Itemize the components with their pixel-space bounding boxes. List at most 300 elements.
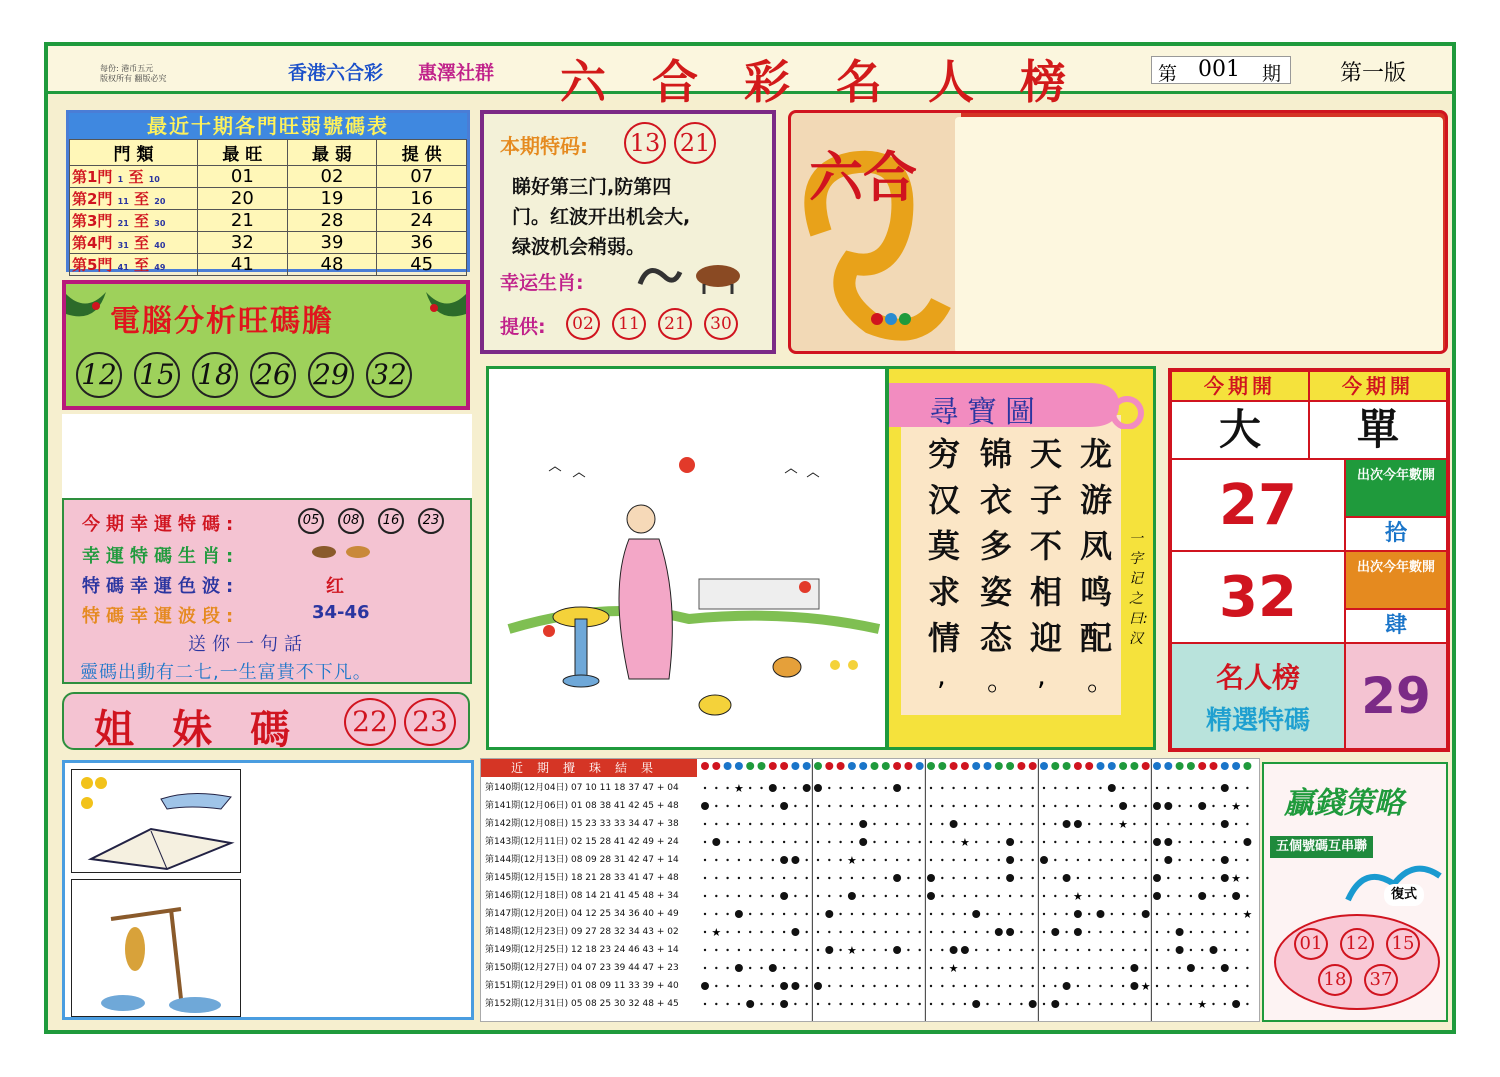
grid-dot bbox=[1077, 985, 1079, 987]
number-color-dot bbox=[1017, 762, 1025, 770]
number-color-dot bbox=[769, 762, 777, 770]
grid-dot bbox=[1145, 877, 1147, 879]
logo-banner bbox=[788, 110, 1448, 354]
grid-dot bbox=[896, 841, 898, 843]
drawn-dot bbox=[848, 892, 856, 900]
grid-dot bbox=[862, 787, 864, 789]
open2-label: 今期開 bbox=[1309, 371, 1447, 401]
number-color-dot bbox=[1153, 762, 1161, 770]
grid-dot bbox=[760, 805, 762, 807]
grid-dot bbox=[964, 1003, 966, 1005]
drawn-dot bbox=[893, 874, 901, 882]
grid-dot bbox=[1224, 895, 1226, 897]
special-star: ★ bbox=[1072, 890, 1083, 903]
monkey-illustration bbox=[71, 879, 241, 1017]
draw-row-label: 第149期(12月25日) 12 18 23 24 46 43 + 14 bbox=[485, 945, 679, 955]
offer-ball: 11 bbox=[612, 308, 646, 340]
grid-dot bbox=[975, 859, 977, 861]
drawn-dot bbox=[1074, 928, 1082, 936]
drawn-dot bbox=[1153, 892, 1161, 900]
grid-dot bbox=[760, 895, 762, 897]
grid-dot bbox=[1224, 913, 1226, 915]
grid-dot bbox=[851, 1003, 853, 1005]
grid-dot bbox=[930, 931, 932, 933]
grid-dot bbox=[738, 949, 740, 951]
cold-cell: 19 bbox=[287, 188, 377, 210]
computer-title: 電腦分析旺碼膽 bbox=[110, 304, 334, 339]
grid-dot bbox=[952, 787, 954, 789]
grid-dot bbox=[941, 859, 943, 861]
grid-dot bbox=[1020, 859, 1022, 861]
grid-dot bbox=[952, 1003, 954, 1005]
lucky-ball: 08 bbox=[338, 508, 364, 534]
grid-dot bbox=[1054, 805, 1056, 807]
drawn-dot bbox=[825, 910, 833, 918]
grid-dot bbox=[1065, 967, 1067, 969]
grid-dot bbox=[851, 841, 853, 843]
grid-dot bbox=[772, 1003, 774, 1005]
draw-row-label: 第142期(12月08日) 15 23 33 33 34 47 + 38 bbox=[485, 819, 679, 829]
grid-dot bbox=[1178, 823, 1180, 825]
special-code-box bbox=[480, 110, 776, 354]
grid-dot bbox=[1122, 877, 1124, 879]
grid-dot bbox=[749, 985, 751, 987]
hot-cell: 21 bbox=[198, 210, 288, 232]
issue-box bbox=[1151, 56, 1291, 84]
grid-dot bbox=[1190, 913, 1192, 915]
grid-dot bbox=[919, 787, 921, 789]
drawn-dot bbox=[701, 982, 709, 990]
grid-dot bbox=[919, 859, 921, 861]
ten-issue-table bbox=[66, 110, 470, 275]
special-star: ★ bbox=[846, 944, 857, 957]
grid-dot bbox=[726, 985, 728, 987]
grid-dot bbox=[930, 1003, 932, 1005]
gate-cell bbox=[70, 254, 198, 276]
grid-dot bbox=[828, 787, 830, 789]
grid-dot bbox=[964, 931, 966, 933]
grid-dot bbox=[952, 895, 954, 897]
draw-row-label: 第143期(12月11日) 02 15 28 41 42 49 + 24 bbox=[485, 837, 679, 847]
number-color-dot bbox=[746, 762, 754, 770]
grid-dot bbox=[760, 1003, 762, 1005]
num2-note: 出次今年數開 bbox=[1345, 551, 1447, 609]
grid-dot bbox=[1099, 823, 1101, 825]
special-star: ★ bbox=[959, 836, 970, 849]
gate-to: 20 bbox=[154, 197, 166, 206]
grid-dot bbox=[1077, 787, 1079, 789]
grid-dot bbox=[806, 805, 808, 807]
grid-dot bbox=[1224, 985, 1226, 987]
grid-dot bbox=[1122, 931, 1124, 933]
to-word: 至 bbox=[134, 256, 150, 274]
drawn-dot bbox=[972, 1000, 980, 1008]
drawn-dot bbox=[950, 946, 958, 954]
grid-dot bbox=[885, 913, 887, 915]
drawn-dot bbox=[1153, 838, 1161, 846]
grid-dot bbox=[1122, 1003, 1124, 1005]
grid-dot bbox=[896, 913, 898, 915]
grid-dot bbox=[1020, 967, 1022, 969]
grid-dot bbox=[907, 877, 909, 879]
grid-dot bbox=[885, 805, 887, 807]
grid-dot bbox=[1099, 949, 1101, 951]
number-color-dot bbox=[916, 762, 924, 770]
grid-dot bbox=[772, 805, 774, 807]
grid-dot bbox=[715, 877, 717, 879]
grid-dot bbox=[907, 967, 909, 969]
grid-dot bbox=[839, 841, 841, 843]
grid-dot bbox=[1190, 931, 1192, 933]
number-color-dot bbox=[1164, 762, 1172, 770]
grid-dot bbox=[726, 859, 728, 861]
grid-dot bbox=[1145, 841, 1147, 843]
grid-dot bbox=[806, 985, 808, 987]
drawn-dot bbox=[701, 802, 709, 810]
grid-dot bbox=[941, 1003, 943, 1005]
grid-dot bbox=[1032, 805, 1034, 807]
grid-dot bbox=[1122, 859, 1124, 861]
grid-dot bbox=[794, 913, 796, 915]
lucky-ball: 23 bbox=[418, 508, 444, 534]
issue-number: 001 bbox=[1198, 57, 1240, 82]
number-color-dot bbox=[1029, 762, 1037, 770]
grid-dot bbox=[783, 949, 785, 951]
hot-cell: 01 bbox=[198, 166, 288, 188]
grid-dot bbox=[1032, 913, 1034, 915]
grid-dot bbox=[964, 859, 966, 861]
gate-from: 1 bbox=[117, 175, 124, 184]
grid-dot bbox=[1133, 895, 1135, 897]
grid-dot bbox=[1201, 913, 1203, 915]
grid-dot bbox=[896, 931, 898, 933]
sister-title-text: 姐妹碼 bbox=[94, 706, 328, 753]
grid-dot bbox=[1145, 787, 1147, 789]
grid-dot bbox=[919, 823, 921, 825]
grid-dot bbox=[749, 913, 751, 915]
grid-dot bbox=[1190, 805, 1192, 807]
number-color-dot bbox=[758, 762, 766, 770]
grid-dot bbox=[907, 859, 909, 861]
hot-number-2: 32 bbox=[1171, 551, 1345, 643]
grid-dot bbox=[794, 967, 796, 969]
drawn-dot bbox=[780, 1000, 788, 1008]
number-color-dot bbox=[712, 762, 720, 770]
grid-dot bbox=[1133, 949, 1135, 951]
grid-dot bbox=[964, 967, 966, 969]
grid-dot bbox=[1032, 895, 1034, 897]
number-color-dot bbox=[1063, 762, 1071, 770]
grid-dot bbox=[1088, 913, 1090, 915]
grid-dot bbox=[1088, 859, 1090, 861]
drawn-dot bbox=[1198, 892, 1206, 900]
grid-dot bbox=[873, 931, 875, 933]
hk-label: 香港六合彩 bbox=[288, 62, 384, 84]
offer-cell: 45 bbox=[377, 254, 467, 276]
grid-dot bbox=[738, 805, 740, 807]
grid-dot bbox=[1212, 931, 1214, 933]
drawn-dot bbox=[1006, 928, 1014, 936]
grid-dot bbox=[1111, 895, 1113, 897]
grid-dot bbox=[885, 841, 887, 843]
drawn-dot bbox=[780, 892, 788, 900]
verse-punct: , bbox=[937, 659, 946, 692]
grid-dot bbox=[1212, 859, 1214, 861]
grid-dot bbox=[964, 895, 966, 897]
grid-dot bbox=[839, 877, 841, 879]
number-color-dot bbox=[1074, 762, 1082, 770]
grid-dot bbox=[1190, 1003, 1192, 1005]
grid-dot bbox=[862, 985, 864, 987]
treasure-map-box bbox=[886, 366, 1156, 750]
grid-dot bbox=[817, 841, 819, 843]
grid-dot bbox=[749, 805, 751, 807]
zodiac-label: 幸运生肖: bbox=[500, 272, 584, 294]
grid-dot bbox=[1077, 967, 1079, 969]
drawn-dot bbox=[1097, 910, 1105, 918]
grid-dot bbox=[1201, 859, 1203, 861]
grid-dot bbox=[828, 967, 830, 969]
table-header-row bbox=[70, 140, 467, 166]
edition-label: 第一版 bbox=[1340, 61, 1407, 86]
drawn-dot bbox=[972, 910, 980, 918]
scholar-illustration bbox=[489, 369, 885, 747]
grid-dot bbox=[1133, 1003, 1135, 1005]
grid-dot bbox=[1043, 805, 1045, 807]
grid-dot bbox=[1178, 913, 1180, 915]
grid-dot bbox=[1009, 1003, 1011, 1005]
grid-dot bbox=[806, 949, 808, 951]
grid-dot bbox=[1032, 787, 1034, 789]
grid-dot bbox=[873, 787, 875, 789]
famous-title: 名人榜 bbox=[1215, 661, 1300, 694]
draw-row-label: 第141期(12月06日) 01 08 38 41 42 45 + 48 bbox=[485, 801, 679, 811]
grid-dot bbox=[715, 985, 717, 987]
number-ball: 12 bbox=[76, 352, 122, 398]
grid-dot bbox=[1167, 949, 1169, 951]
computer-analysis-box bbox=[62, 280, 470, 410]
grid-dot bbox=[919, 841, 921, 843]
grid-dot bbox=[1133, 913, 1135, 915]
grid-dot bbox=[726, 1003, 728, 1005]
grid-dot bbox=[794, 877, 796, 879]
grid-dot bbox=[704, 895, 706, 897]
grid-dot bbox=[998, 859, 1000, 861]
grid-dot bbox=[817, 805, 819, 807]
page-frame bbox=[44, 42, 1456, 1034]
grid-dot bbox=[783, 823, 785, 825]
grid-dot bbox=[851, 877, 853, 879]
grid-dot bbox=[1122, 985, 1124, 987]
grid-dot bbox=[1077, 1003, 1079, 1005]
header bbox=[48, 46, 1452, 109]
strategy-ball: 12 bbox=[1340, 928, 1374, 960]
grid-dot bbox=[1077, 877, 1079, 879]
open2-value: 單 bbox=[1309, 401, 1447, 459]
grid-dot bbox=[907, 823, 909, 825]
grid-dot bbox=[998, 841, 1000, 843]
grid-dot bbox=[783, 787, 785, 789]
grid-dot bbox=[998, 877, 1000, 879]
draw-results-header: 近期攪珠結果 bbox=[481, 759, 697, 777]
grid-dot bbox=[1167, 823, 1169, 825]
grid-dot bbox=[896, 823, 898, 825]
grid-dot bbox=[1009, 967, 1011, 969]
grid-dot bbox=[941, 913, 943, 915]
blank-space bbox=[62, 414, 472, 498]
grid-dot bbox=[941, 823, 943, 825]
grid-dot bbox=[1088, 931, 1090, 933]
offer-label: 提供: bbox=[500, 316, 546, 338]
grid-dot bbox=[998, 805, 1000, 807]
grid-dot bbox=[885, 895, 887, 897]
grid-dot bbox=[1122, 967, 1124, 969]
grid-dot bbox=[986, 877, 988, 879]
grid-dot bbox=[1246, 787, 1248, 789]
grid-dot bbox=[749, 859, 751, 861]
grid-dot bbox=[1043, 823, 1045, 825]
drawn-dot bbox=[769, 784, 777, 792]
draw-row-label: 第152期(12月31日) 05 08 25 30 32 48 + 45 bbox=[485, 999, 679, 1009]
grid-dot bbox=[998, 949, 1000, 951]
grid-dot bbox=[941, 949, 943, 951]
grid-dot bbox=[1077, 805, 1079, 807]
famous-box bbox=[1171, 643, 1345, 749]
number-color-dot bbox=[825, 762, 833, 770]
grid-dot bbox=[862, 805, 864, 807]
grid-dot bbox=[828, 841, 830, 843]
hot-cell: 41 bbox=[198, 254, 288, 276]
number-color-dot bbox=[1198, 762, 1206, 770]
drawn-dot bbox=[927, 874, 935, 882]
grid-dot bbox=[873, 985, 875, 987]
special-star: ★ bbox=[1140, 980, 1151, 993]
grid-dot bbox=[704, 967, 706, 969]
number-color-dot bbox=[791, 762, 799, 770]
drawn-dot bbox=[950, 820, 958, 828]
grid-dot bbox=[1009, 913, 1011, 915]
offer-ball: 21 bbox=[658, 308, 692, 340]
grid-dot bbox=[1009, 949, 1011, 951]
grid-dot bbox=[1065, 859, 1067, 861]
grid-dot bbox=[964, 805, 966, 807]
grid-dot bbox=[726, 949, 728, 951]
grid-dot bbox=[1246, 895, 1248, 897]
grid-dot bbox=[1178, 895, 1180, 897]
grid-dot bbox=[817, 949, 819, 951]
grid-dot bbox=[794, 787, 796, 789]
grid-dot bbox=[1111, 841, 1113, 843]
grid-dot bbox=[1133, 931, 1135, 933]
grid-dot bbox=[772, 913, 774, 915]
grid-dot bbox=[726, 967, 728, 969]
gate-cell bbox=[70, 188, 198, 210]
special-star: ★ bbox=[948, 962, 959, 975]
special-star: ★ bbox=[1242, 908, 1253, 921]
grid-dot bbox=[794, 841, 796, 843]
grid-dot bbox=[1009, 805, 1011, 807]
grid-dot bbox=[726, 895, 728, 897]
grid-dot bbox=[715, 787, 717, 789]
sister-ball: 22 bbox=[344, 698, 396, 746]
grid-dot bbox=[715, 913, 717, 915]
dot-grid bbox=[699, 759, 1259, 1021]
grid-dot bbox=[783, 967, 785, 969]
snake-ox-icon bbox=[634, 256, 744, 296]
grid-dot bbox=[1088, 985, 1090, 987]
grid-dot bbox=[1178, 787, 1180, 789]
lucky-range-value: 34-46 bbox=[312, 602, 370, 623]
grid-dot bbox=[704, 841, 706, 843]
grid-dot bbox=[941, 967, 943, 969]
grid-dot bbox=[907, 787, 909, 789]
grid-dot bbox=[1212, 805, 1214, 807]
drawn-dot bbox=[893, 784, 901, 792]
grid-dot bbox=[873, 877, 875, 879]
grid-dot bbox=[873, 1003, 875, 1005]
grid-dot bbox=[1145, 949, 1147, 951]
grid-dot bbox=[1212, 1003, 1214, 1005]
issue-prefix: 第 bbox=[1158, 63, 1178, 85]
grid-dot bbox=[794, 895, 796, 897]
draw-row-label: 第147期(12月20日) 04 12 25 34 36 40 + 49 bbox=[485, 909, 679, 919]
strategy-title: 贏錢策略 bbox=[1284, 786, 1404, 821]
open1-label: 今期開 bbox=[1171, 371, 1309, 401]
grid-dot bbox=[998, 913, 1000, 915]
drawn-dot bbox=[1153, 874, 1161, 882]
number-color-dot bbox=[995, 762, 1003, 770]
to-word: 至 bbox=[128, 168, 144, 186]
drawn-dot bbox=[769, 964, 777, 972]
lucky-code-label: 今期幸運特碼: bbox=[82, 514, 240, 535]
drawn-dot bbox=[791, 928, 799, 936]
number-color-dot bbox=[1085, 762, 1093, 770]
grid-dot bbox=[930, 985, 932, 987]
grid-dot bbox=[828, 823, 830, 825]
drawn-dot bbox=[1130, 964, 1138, 972]
grid-dot bbox=[1167, 787, 1169, 789]
grid-dot bbox=[941, 895, 943, 897]
drawn-dot bbox=[803, 784, 811, 792]
number-color-dot bbox=[927, 762, 935, 770]
grid-dot bbox=[1201, 787, 1203, 789]
sister-code-box bbox=[62, 692, 470, 753]
special-star: ★ bbox=[733, 782, 744, 795]
grid-dot bbox=[839, 805, 841, 807]
grid-dot bbox=[964, 877, 966, 879]
grid-dot bbox=[1043, 967, 1045, 969]
number-color-dot bbox=[724, 762, 732, 770]
drawn-dot bbox=[1176, 928, 1184, 936]
grid-dot bbox=[715, 949, 717, 951]
grid-dot bbox=[998, 967, 1000, 969]
grid-dot bbox=[1167, 967, 1169, 969]
drawn-dot bbox=[735, 964, 743, 972]
grid-dot bbox=[828, 877, 830, 879]
grid-dot bbox=[1099, 877, 1101, 879]
grid-dot bbox=[1167, 913, 1169, 915]
grid-dot bbox=[1122, 841, 1124, 843]
hot-cell: 20 bbox=[198, 188, 288, 210]
grid-dot bbox=[1020, 787, 1022, 789]
grid-dot bbox=[975, 895, 977, 897]
grid-dot bbox=[952, 931, 954, 933]
drawn-dot bbox=[1074, 910, 1082, 918]
grid-dot bbox=[862, 967, 864, 969]
grid-dot bbox=[749, 823, 751, 825]
grid-dot bbox=[1088, 787, 1090, 789]
lucky-ball: 05 bbox=[298, 508, 324, 534]
